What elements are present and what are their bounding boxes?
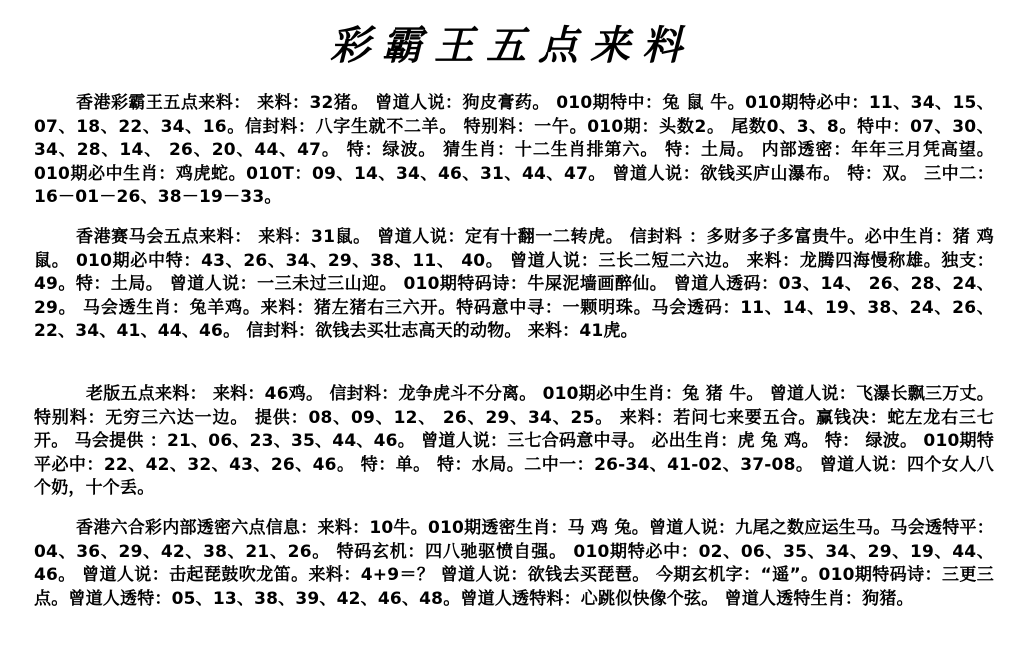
paragraph-hk-caibawang: 香港彩霸王五点来料： 来料：32猪。 曾道人说：狗皮膏药。 010期特中：兔 鼠 牛。010期特必中：11、34、15、07、18、22、34、16。信封料：八字生就不二羊。 特别料：一午。010期：头数2。 尾数0、3、8。特中：07、30、34、28、14、 26、20、44、47。 特：绿波。 猜生肖：十二生肖排第六。 特：土局。 内部透密：年年三月凭高望。 010期必中生肖：鸡虎蛇。010T：09、14、34、46、31、44、47。 曾道人说：欲钱买庐山瀑布。 特：双。 三中二：16－01－26、38－19－33。	[34, 93, 994, 208]
page-title: 彩霸王五点来料	[330, 22, 694, 69]
paragraph-old-version: 老版五点来料： 来料：46鸡。 信封料：龙争虎斗不分离。 010期必中生肖：兔 猪 牛。 曾道人说：飞瀑长飘三万丈。特别料：无穷三六达一边。 提供：08、09、12、 26、29、34、25。 来料：若问七来要五合。赢钱决：蛇左龙右三七开。 马会提供 ：21、06、23、35、44、46。 曾道人说：三七合码意中寻。 必出生肖：虎 兔 鸡。 特： 绿波。 010期特平必中：22、42、32、43、26、46。 特：单。 特：水局。二中一：26-34、41-02、37-08。 曾道人说：四个女人八个奶，十个丢。	[34, 384, 994, 499]
paragraph-hk-jockey-club: 香港赛马会五点来料： 来料：31鼠。 曾道人说：定有十翻一二转虎。 信封料 ：多财多子多富贵牛。必中生肖：猪 鸡 鼠。 010期必中特：43、26、34、29、38、11、 40。 曾道人说：三长二短二六边。 来料：龙腾四海慢称雄。独支：49。特：土局。 曾道人说：一三未过三山迎。 010期特码诗：牛屎泥墙画醉仙。 曾道人透码：03、14、 26、28、24、29。 马会透生肖：兔羊鸡。来料：猪左猪右三六开。特码意中寻：一颗明珠。马会透码：11、14、19、38、24、26、22、34、41、44、46。 信封料：欲钱去买壮志高天的动物。 来料：41虎。	[34, 227, 994, 342]
paragraph-hk-mark-six: 香港六合彩内部透密六点信息：来料：10牛。010期透密生肖：马 鸡 兔。曾道人说：九尾之数应运生马。马会透特平：04、36、29、42、38、21、26。 特码玄机：四八驰驱愤自强。 010期特必中：02、06、35、34、29、19、44、46。 曾道人说：击起琵鼓吹龙笛。来料：4+9＝？ 曾道人说：欲钱去买琵琶。 今期玄机字：“遥”。010期特码诗：三更三点。曾道人透特：05、13、38、39、42、46、48。曾道人透特料：心跳似快像个弦。 曾道人透特生肖：狗猪。	[34, 518, 994, 609]
